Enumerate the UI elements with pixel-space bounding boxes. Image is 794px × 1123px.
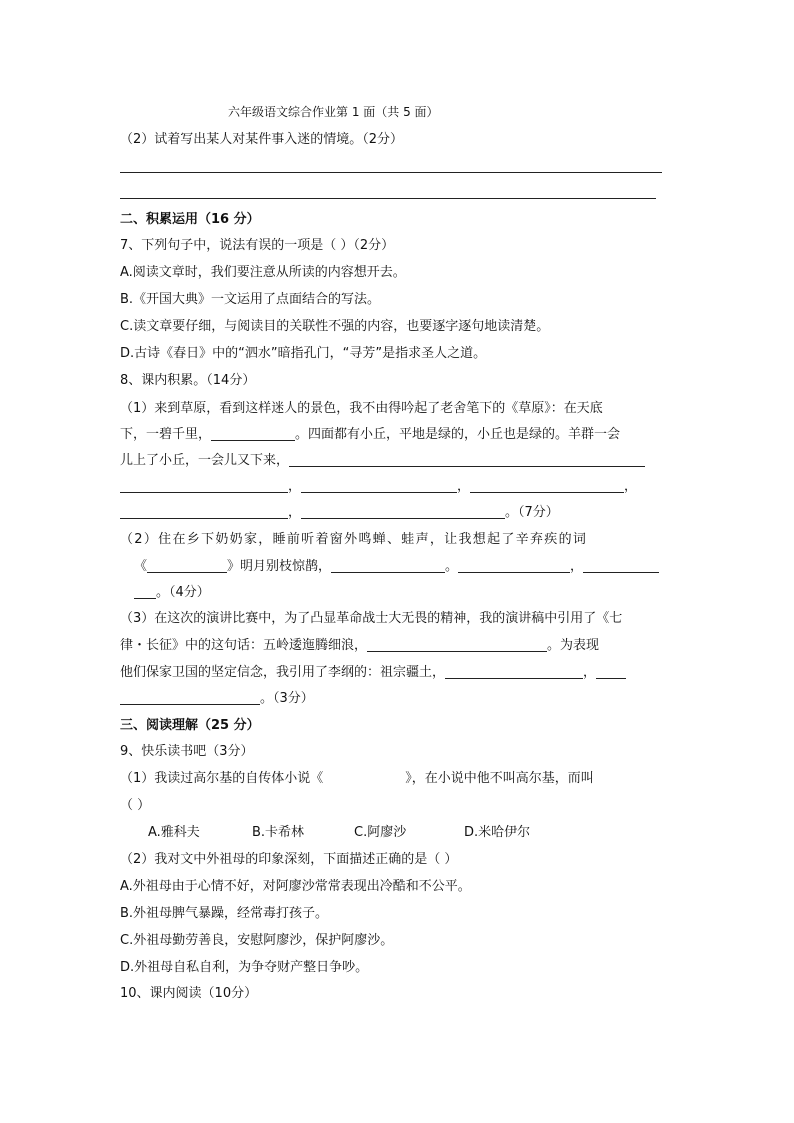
q8-3-text-a: 律・长征》中的这句话：五岭逶迤腾细浪，: [120, 638, 368, 653]
page-header: 六年级语文综合作业第 1 面（共 5 面）: [228, 105, 439, 119]
fill-blank[interactable]: [367, 637, 547, 652]
q8-1-end: 。（7分）: [505, 505, 559, 520]
comma: ，: [288, 505, 302, 520]
q8-1-text-b: 。四面都有小丘，平地是绿的，小丘也是绿的。羊群一会: [295, 427, 621, 442]
section-2-heading: 二、积累运用（16 分）: [120, 212, 260, 227]
question-9-stem: 9、快乐读书吧（3分）: [120, 744, 254, 759]
question-8-3-line4: [120, 690, 314, 707]
question-9-1-line1: [120, 770, 594, 787]
question-7-option-a: A.阅读文章时，我们要注意从所读的内容想开去。: [120, 265, 406, 280]
fill-blank[interactable]: [120, 478, 288, 493]
q8-3-text-b: 。为表现: [547, 638, 600, 653]
period: 。: [445, 559, 459, 574]
question-8-1-line4: [120, 478, 637, 495]
fill-blank[interactable]: [289, 452, 645, 467]
fill-blank[interactable]: [134, 584, 156, 599]
question-8-3-line2: [120, 637, 599, 654]
option-c[interactable]: C.阿廖沙: [354, 825, 407, 840]
question-9-2-option-b: B.外祖母脾气暴躁，经常毒打孩子。: [120, 906, 329, 921]
fill-blank[interactable]: [458, 558, 570, 573]
question-9-2-option-c: C.外祖母勤劳善良，安慰阿廖沙，保护阿廖沙。: [120, 933, 394, 948]
question-7-option-c: C.读文章要仔细，与阅读目的关联性不强的内容，也要逐字逐句地读清楚。: [120, 319, 550, 334]
q9-1-text-a: （1）我读过高尔基的自传体小说《: [120, 771, 324, 786]
question-8-1-line2: [120, 426, 620, 443]
question-8-1-line5: [120, 504, 559, 521]
q8-2-bracket: 《: [134, 559, 148, 574]
question-8-2-line3: [134, 584, 210, 601]
question-9-2-option-d: D.外祖母自私自利，为争夺财产整日争吵。: [120, 960, 369, 975]
q8-2-end: 。（4分）: [156, 585, 210, 600]
answer-line[interactable]: [120, 172, 662, 173]
option-d[interactable]: D.米哈伊尔: [464, 825, 531, 840]
q8-3-end: 。（3分）: [260, 691, 314, 706]
question-7-option-b: B.《开国大典》一文运用了点面结合的写法。: [120, 292, 381, 307]
q8-3-text-c: 他们保家卫国的坚定信念，我引用了李纲的：祖宗疆土，: [120, 665, 446, 680]
question-8-3-line3: [120, 664, 626, 681]
fill-blank[interactable]: [147, 558, 227, 573]
question-7-option-d: D.古诗《春日》中的“泗水”暗指孔门，“寻芳”是指求圣人之道。: [120, 346, 487, 361]
question-8-stem: 8、课内积累。（14分）: [120, 373, 256, 388]
comma: ，: [583, 665, 597, 680]
comma: ，: [624, 479, 638, 494]
fill-blank[interactable]: [583, 558, 659, 573]
question-9-1-paren[interactable]: （ ）: [120, 798, 151, 813]
fill-blank[interactable]: [331, 558, 445, 573]
question-8-1-line1: （1）来到草原，看到这样迷人的景色，我不由得吟起了老舍笔下的《草原》：在天底: [120, 401, 603, 416]
fill-blank[interactable]: [596, 664, 626, 679]
fill-blank[interactable]: [445, 664, 583, 679]
question-6-2: （2）试着写出某人对某件事入迷的情境。（2分）: [120, 132, 404, 147]
comma: ，: [288, 479, 302, 494]
question-8-3-line1: （3）在这次的演讲比赛中，为了凸显革命战士大无畏的精神，我的演讲稿中引用了《七: [120, 611, 623, 626]
question-9-1-options: [148, 824, 530, 841]
question-8-1-line3: [120, 452, 645, 469]
q8-1-text-c: 儿上了小丘，一会儿又下来，: [120, 453, 290, 468]
answer-line[interactable]: [120, 198, 656, 199]
question-8-2-line1: （2）住在乡下奶奶家，睡前听着窗外鸣蝉、蛙声，让我想起了辛弃疾的词: [120, 532, 588, 547]
q8-2-text: 》明月别枝惊鹊，: [227, 559, 332, 574]
fill-blank[interactable]: [120, 504, 288, 519]
fill-blank[interactable]: [301, 504, 505, 519]
section-3-heading: 三、阅读理解（25 分）: [120, 718, 260, 733]
option-b[interactable]: B.卡希林: [252, 825, 305, 840]
fill-blank[interactable]: [211, 426, 295, 441]
question-9-2-option-a: A.外祖母由于心情不好，对阿廖沙常常表现出冷酷和不公平。: [120, 879, 471, 894]
question-9-2-stem: （2）我对文中外祖母的印象深刻，下面描述正确的是（ ）: [120, 852, 458, 867]
q8-1-text-a: 下，一碧千里，: [120, 427, 212, 442]
question-10-stem: 10、课内阅读（10分）: [120, 986, 258, 1001]
question-7-stem: 7、下列句子中，说法有误的一项是（ ）（2分）: [120, 238, 395, 253]
fill-blank[interactable]: [301, 478, 457, 493]
option-a[interactable]: A.雅科夫: [148, 825, 200, 840]
comma: ，: [457, 479, 471, 494]
fill-blank[interactable]: [470, 478, 624, 493]
q9-1-text-b: 》，在小说中他不叫高尔基，而叫: [405, 771, 594, 786]
comma: ，: [570, 559, 584, 574]
question-8-2-line2: [134, 558, 659, 575]
fill-blank[interactable]: [120, 690, 260, 705]
